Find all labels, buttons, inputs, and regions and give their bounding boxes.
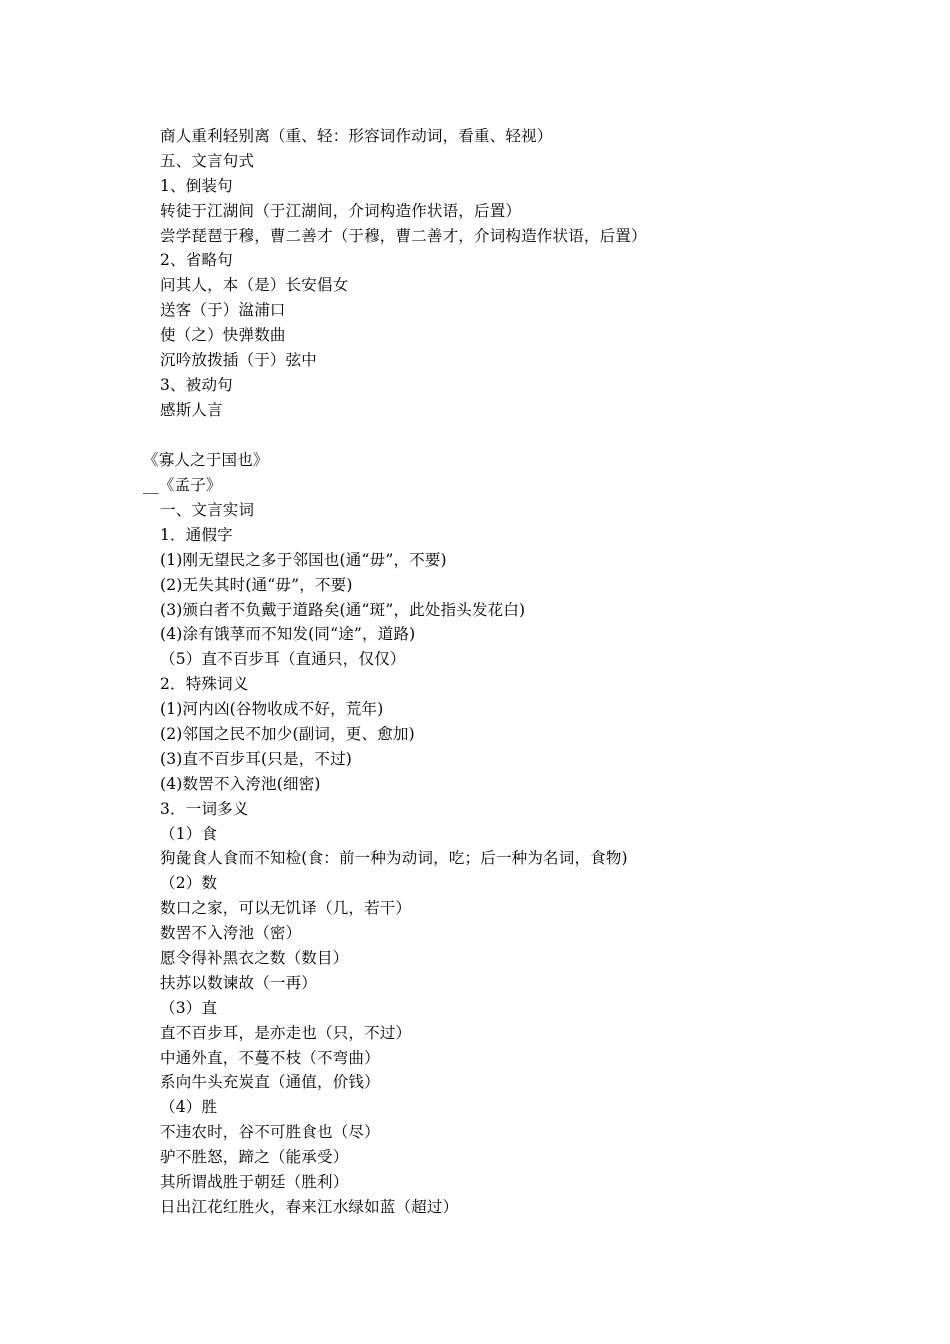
text-line: (4)数罟不入洿池(细密): [160, 774, 321, 793]
text-line: (1)刚无望民之多于邻国也(通“毋”，不要): [160, 550, 447, 569]
text-line: 其所谓战胜于朝廷（胜利）: [160, 1173, 349, 1192]
subsection-heading: 3．一词多义: [160, 799, 249, 818]
text-line: 转徒于江湖间（于江湖间，介词构造作状语，后置）: [160, 201, 522, 220]
text-line: 狗彘食人食而不知检(食：前一种为动词，吃；后一种为名词，食物): [160, 849, 628, 868]
text-block-bottom: [160, 498, 900, 1220]
section-heading: 五、文言句式: [160, 151, 255, 170]
text-block-top: [160, 124, 900, 423]
text-line: （5）直不百步耳（直通只，仅仅）: [160, 650, 406, 669]
subsection-heading: 3、被动句: [160, 375, 233, 394]
text-line: 不违农时，谷不可胜食也（尽）: [160, 1123, 380, 1142]
text-line: 愿令得补黑衣之数（数目）: [160, 949, 349, 968]
item-heading: （1）食: [160, 824, 218, 843]
item-heading: （2）数: [160, 874, 218, 893]
subsection-heading: 2．特殊词义: [160, 675, 249, 694]
text-line: 感斯人言: [160, 400, 223, 419]
text-line: 系向牛头充炭直（通值，价钱）: [160, 1073, 380, 1092]
text-line: 沉吟放拨插（于）弦中: [160, 351, 318, 370]
text-line: 使（之）快弹数曲: [160, 326, 286, 345]
text-line: (3)直不百步耳(只是，不过): [160, 749, 353, 768]
article-title: 《寡人之于国也》: [143, 451, 269, 469]
subsection-heading: 1、倒装句: [160, 176, 233, 195]
text-line: 扶苏以数谏故（一再）: [160, 973, 318, 992]
text-line: (2)邻国之民不加少(副词，更、愈加): [160, 725, 415, 744]
subsection-heading: 1．通假字: [160, 525, 233, 544]
text-line: 送客（于）湓浦口: [160, 301, 286, 320]
item-heading: （3）直: [160, 998, 218, 1017]
text-line: (1)河内凶(谷物收成不好，荒年): [160, 700, 384, 719]
subsection-heading: 2、省略句: [160, 251, 233, 270]
text-line: 日出江花红胜火，春来江水绿如蓝（超过）: [160, 1197, 459, 1216]
text-line: 中通外直，不蔓不枝（不弯曲）: [160, 1048, 380, 1067]
section-heading: 一、文言实词: [160, 501, 255, 519]
text-line: 直不百步耳，是亦走也（只，不过）: [160, 1023, 412, 1042]
text-line: (2)无失其时(通“毋”，不要): [160, 575, 353, 594]
text-line: 商人重利轻别离（重、轻：形容词作动词，看重、轻视）: [160, 127, 553, 145]
text-line: 尝学琵琶于穆，曹二善才（于穆，曹二善才，介词构造作状语，后置）: [160, 226, 647, 245]
text-line: 问其人，本（是）长安倡女: [160, 276, 349, 295]
text-line: (4)涂有饿莩而不知发(同“途”，道路): [160, 625, 416, 644]
article-author: __《孟子》: [143, 475, 222, 494]
article-title-block: [143, 448, 883, 498]
text-line: 数口之家，可以无饥译（几，若干）: [160, 899, 412, 918]
text-line: 驴不胜怒，蹄之（能承受）: [160, 1148, 349, 1167]
text-line: (3)颁白者不负戴于道路矣(通“斑”，此处指头发花白): [160, 600, 526, 619]
text-line: 数罟不入洿池（密）: [160, 924, 302, 943]
item-heading: （4）胜: [160, 1098, 218, 1117]
